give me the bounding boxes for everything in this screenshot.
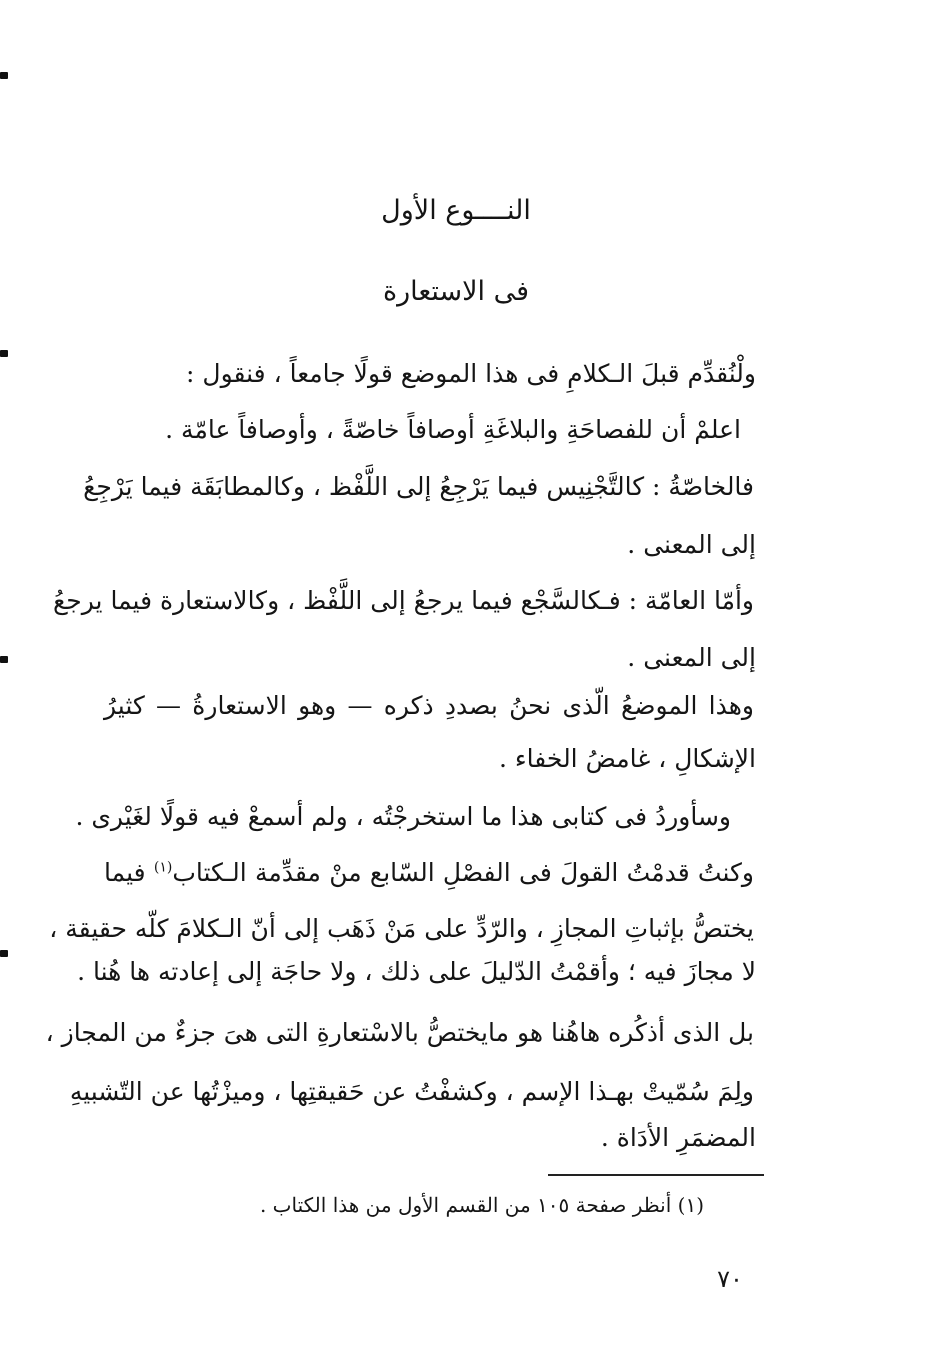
paragraph-7-line-3: لا مجازَ فيه ؛ وأقمْتُ الدّليلَ على ذلك ، ولا حاجَة إلى إعادته ها هُنا . [77, 957, 756, 986]
paragraph-5-line-2: الإشكالِ ، غامضُ الخفاء . [499, 744, 756, 773]
paragraph-5-line-1: وهذا الموضعُ الّذى نحنُ بصددِ ذكره — وهو الاستعارةُ — كثيرُ [104, 691, 754, 720]
paragraph-8-line-1: بل الذى أذكُره هاهُنا هو مايختصُّ بالاسْتعارةِ التى هىَ جزءٌ من المجاز ، [45, 1018, 754, 1047]
paragraph-4-line-1: وأمّا العامّة : فـكالسَّجْع فيما يرجعُ إلى اللَّفْظ ، وكالاستعارة فيما يرجعُ [53, 586, 754, 615]
paragraph-7-line-1-text: وكنتُ قدمْتُ القولَ فى الفصْلِ السّابع منْ مقدِّمة الـكتاب [172, 858, 754, 887]
paragraph-1: ولْنُقدِّم قبلَ الـكلامِ فى هذا الموضع قولًا جامعاً ، فنقول : [186, 359, 756, 388]
subject-heading: فى الاستعارة [382, 276, 530, 307]
paragraph-8-line-3: المضمَرِ الأدَاة . [600, 1123, 756, 1152]
scan-margin-mark [0, 656, 8, 663]
paragraph-4-line-2: إلى المعنى . [627, 643, 756, 672]
paragraph-7-line-1 [104, 856, 754, 890]
page-number: ٧٠ [717, 1265, 743, 1293]
paragraph-7-line-2: يختصُّ بإثباتِ المجازِ ، والرّدِّ على مَنْ ذَهَب إلى أنّ الـكلامَ كلّه حقيقة ، [49, 914, 754, 943]
footnote-divider [548, 1174, 764, 1176]
paragraph-3-line-2: إلى المعنى . [627, 530, 756, 559]
scan-margin-mark [0, 72, 8, 79]
scan-margin-mark [0, 350, 8, 357]
chapter-heading: النــــوع الأول [381, 195, 531, 226]
footnote: (١) أنظر صفحة ١٠٥ من القسم الأول من هذا الكتاب . [259, 1193, 704, 1217]
paragraph-8-line-2: ولِمَ سُمّيتْ بهـذا الإسم ، وكشفْتُ عن حَقيقتِها ، وميزْتُها عن التّشبيهِ [69, 1077, 754, 1106]
paragraph-2: اعلمْ أن للفصاحَةِ والبلاغَةِ أوصافاً خاصّةً ، وأوصافاً عامّة . [165, 415, 741, 444]
scan-margin-mark [0, 950, 8, 957]
paragraph-7-line-1-end: فيما [104, 858, 146, 887]
paragraph-6: وسأوردُ فى كتابى هذا ما استخرجْتُه ، ولم أسمعْ فيه قولًا لغَيْرى . [75, 802, 731, 831]
footnote-reference: (١) [153, 859, 173, 876]
paragraph-3-line-1: فالخاصّةُ : كالتَّجْنِيس فيما يَرْجِعُ إلى اللَّفْظ ، وكالمطابَقَة فيما يَرْجِعُ [83, 472, 754, 501]
